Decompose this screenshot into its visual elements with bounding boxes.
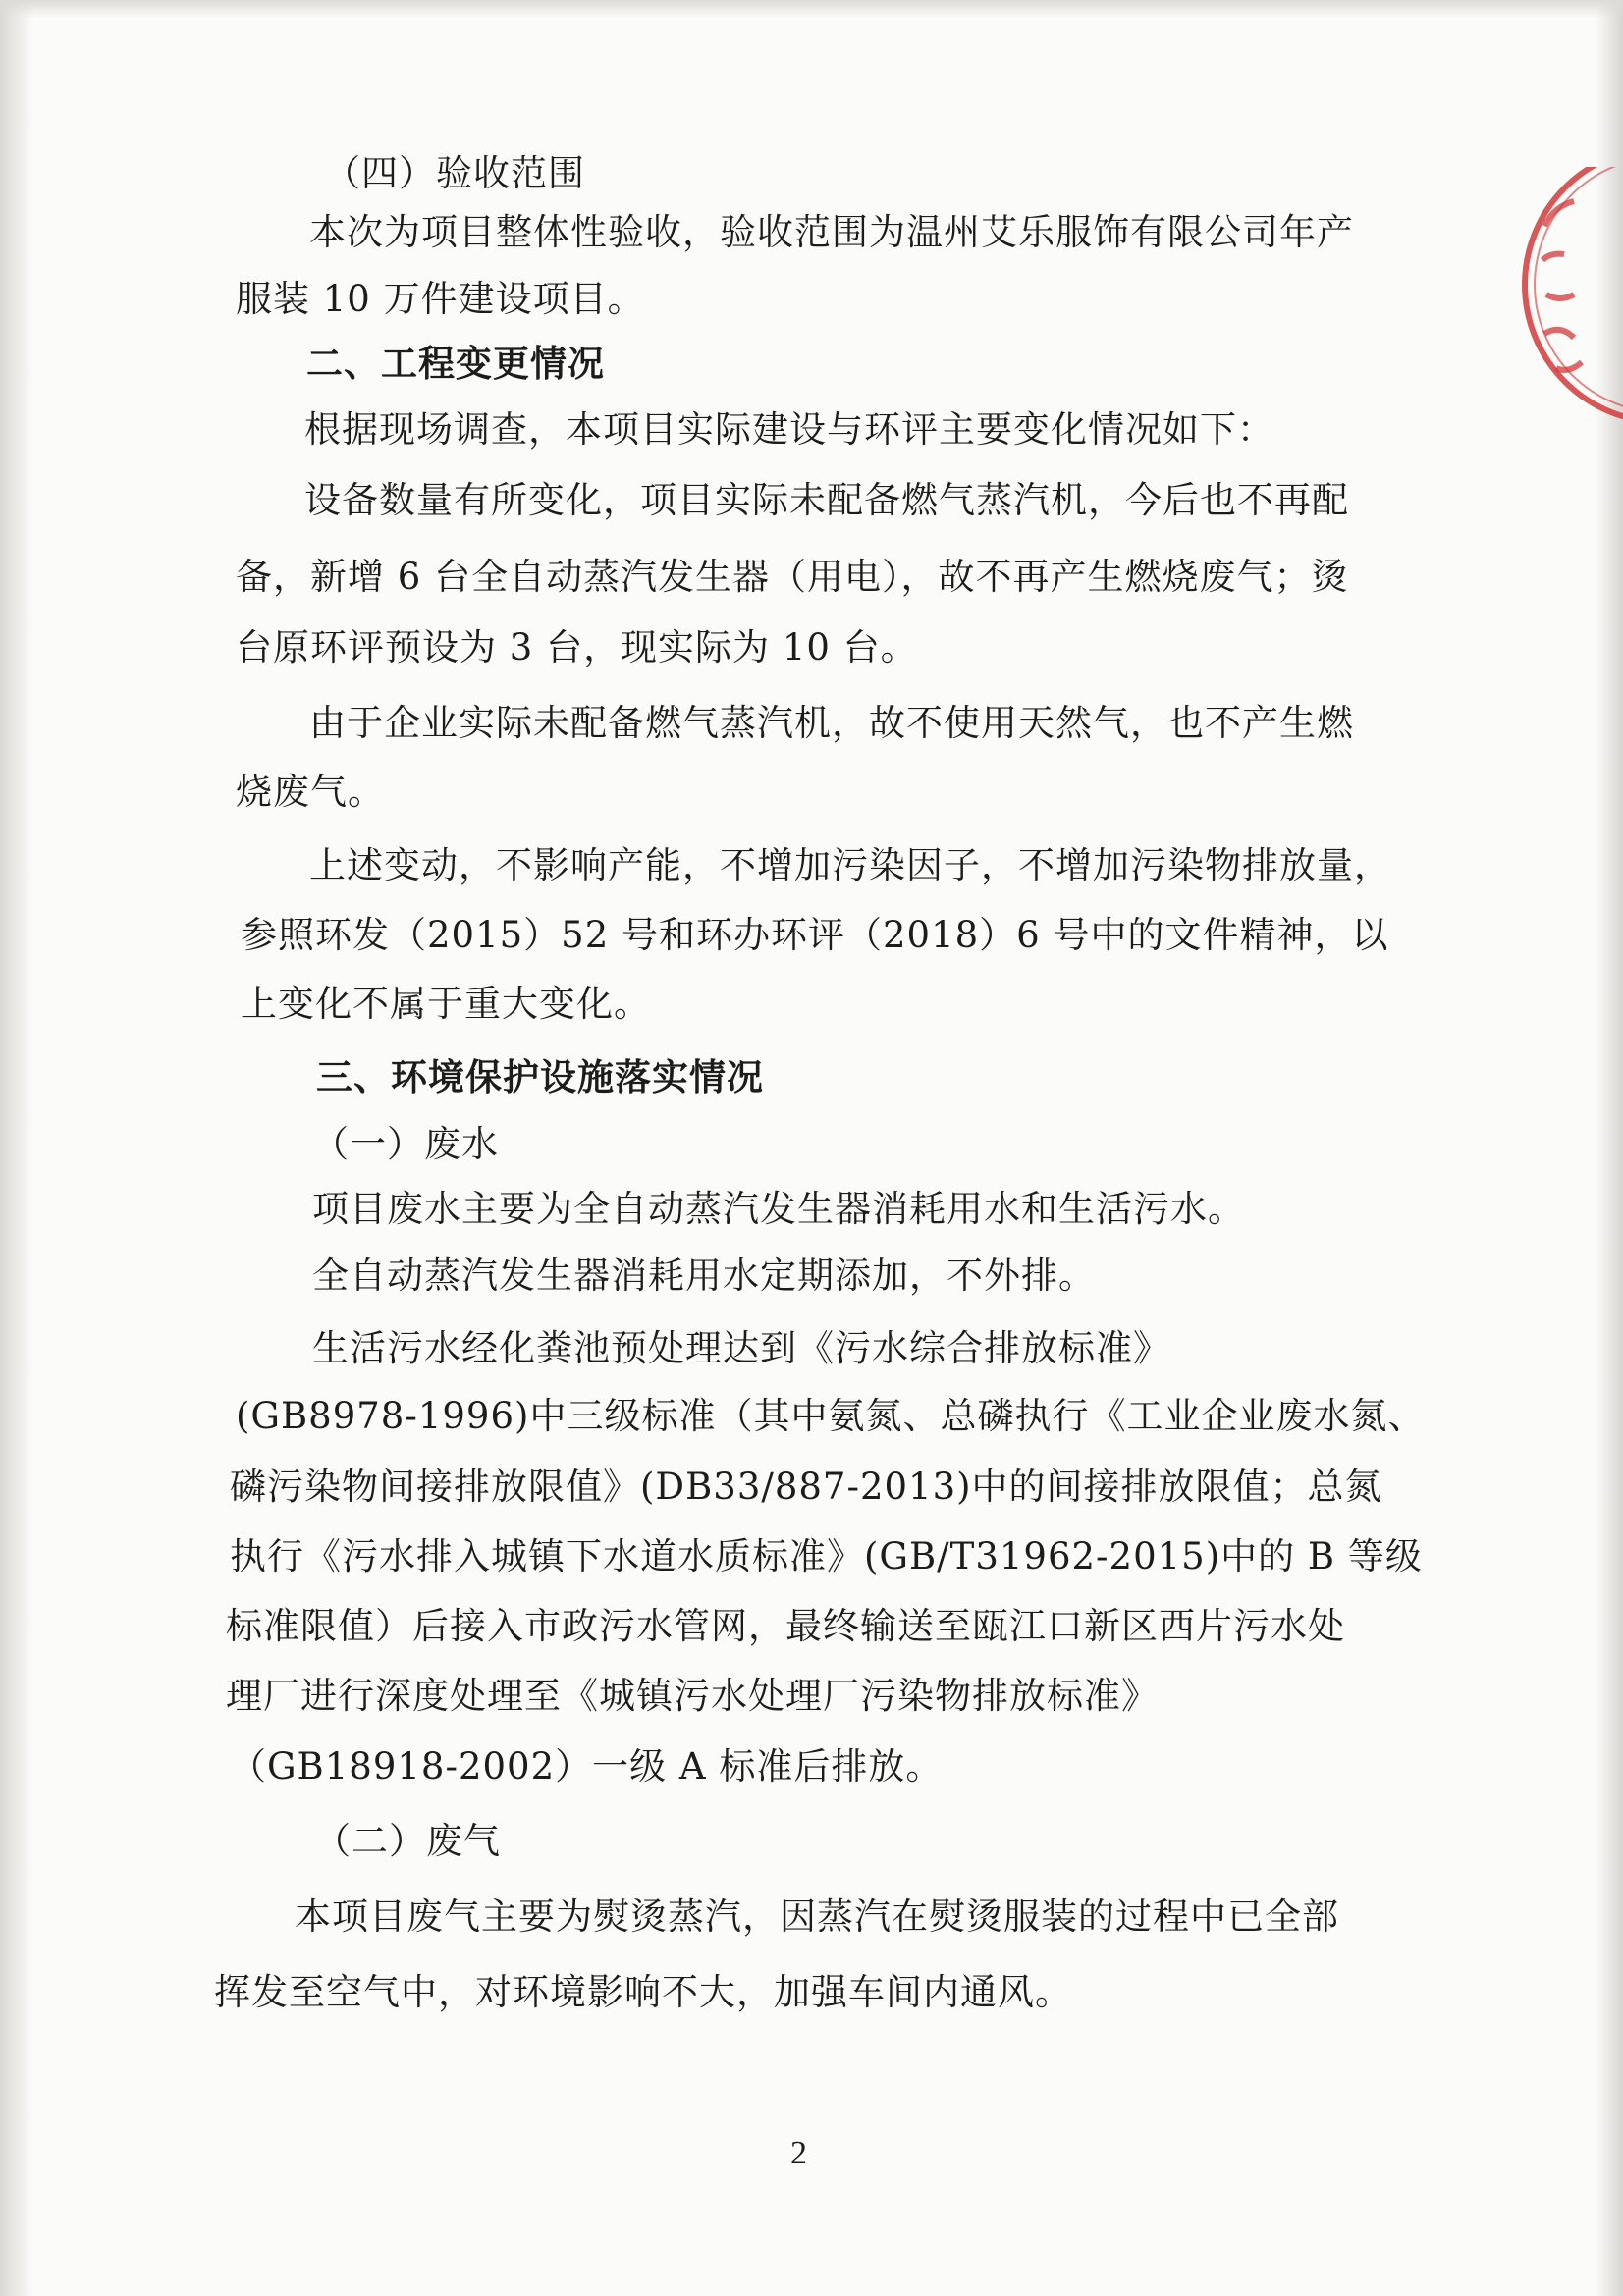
section-heading: 三、环境保护设施落实情况: [316, 1055, 764, 1098]
text-line: 参照环发（2015）52 号和环办环评（2018）6 号中的文件精神，以: [241, 914, 1389, 956]
text-line: 全自动蒸汽发生器消耗用水定期添加，不外排。: [312, 1255, 1096, 1297]
text-line: 烧废气。: [236, 771, 385, 813]
scan-shadow-left: [0, 0, 33, 2296]
text-line: 本次为项目整体性验收，验收范围为温州艾乐服饰有限公司年产: [309, 211, 1354, 253]
text-line: 台原环评预设为 3 台，现实际为 10 台。: [236, 626, 918, 668]
text-line: 标准限值）后接入市政污水管网，最终输送至瓯江口新区西片污水处: [226, 1605, 1345, 1647]
text-line: 项目废水主要为全自动蒸汽发生器消耗用水和生活污水。: [312, 1188, 1245, 1230]
section-heading: 二、工程变更情况: [306, 342, 605, 385]
text-line: 挥发至空气中，对环境影响不大，加强车间内通风。: [214, 1971, 1072, 2013]
text-line: 执行《污水排入城镇下水道水质标准》(GB/T31962-2015)中的 B 等级: [230, 1535, 1423, 1577]
text-line: 服装 10 万件建设项目。: [236, 278, 645, 320]
text-line: 磷污染物间接排放限值》(DB33/887-2013)中的间接排放限值；总氮: [230, 1466, 1382, 1508]
text-line: 由于企业实际未配备燃气蒸汽机，故不使用天然气，也不产生燃: [309, 702, 1354, 744]
red-seal-stamp: [1505, 167, 1623, 442]
text-line: 上变化不属于重大变化。: [241, 983, 651, 1025]
page-number: 2: [790, 2135, 807, 2171]
text-line: （四）验收范围: [324, 152, 585, 194]
text-line: （GB18918-2002）一级 A 标准后排放。: [230, 1745, 944, 1788]
scan-shadow-top: [0, 0, 1623, 18]
text-line: （一）废水: [312, 1123, 499, 1165]
text-line: 本项目废气主要为熨烫蒸汽，因蒸汽在熨烫服装的过程中已全部: [295, 1896, 1339, 1938]
text-line: (GB8978-1996)中三级标准（其中氨氮、总磷执行《工业企业废水氮、: [236, 1395, 1426, 1437]
text-line: 设备数量有所变化，项目实际未配备燃气蒸汽机，今后也不再配: [304, 479, 1349, 521]
text-line: 理厂进行深度处理至《城镇污水处理厂污染物排放标准》: [226, 1675, 1159, 1717]
text-line: 根据现场调查，本项目实际建设与环评主要变化情况如下：: [304, 408, 1274, 451]
text-line: 上述变动，不影响产能，不增加污染因子，不增加污染物排放量，: [309, 844, 1391, 886]
text-line: 生活污水经化粪池预处理达到《污水综合排放标准》: [312, 1327, 1170, 1369]
text-line: 备，新增 6 台全自动蒸汽发生器（用电），故不再产生燃烧废气；烫: [236, 556, 1349, 598]
text-line: （二）废气: [314, 1820, 501, 1862]
